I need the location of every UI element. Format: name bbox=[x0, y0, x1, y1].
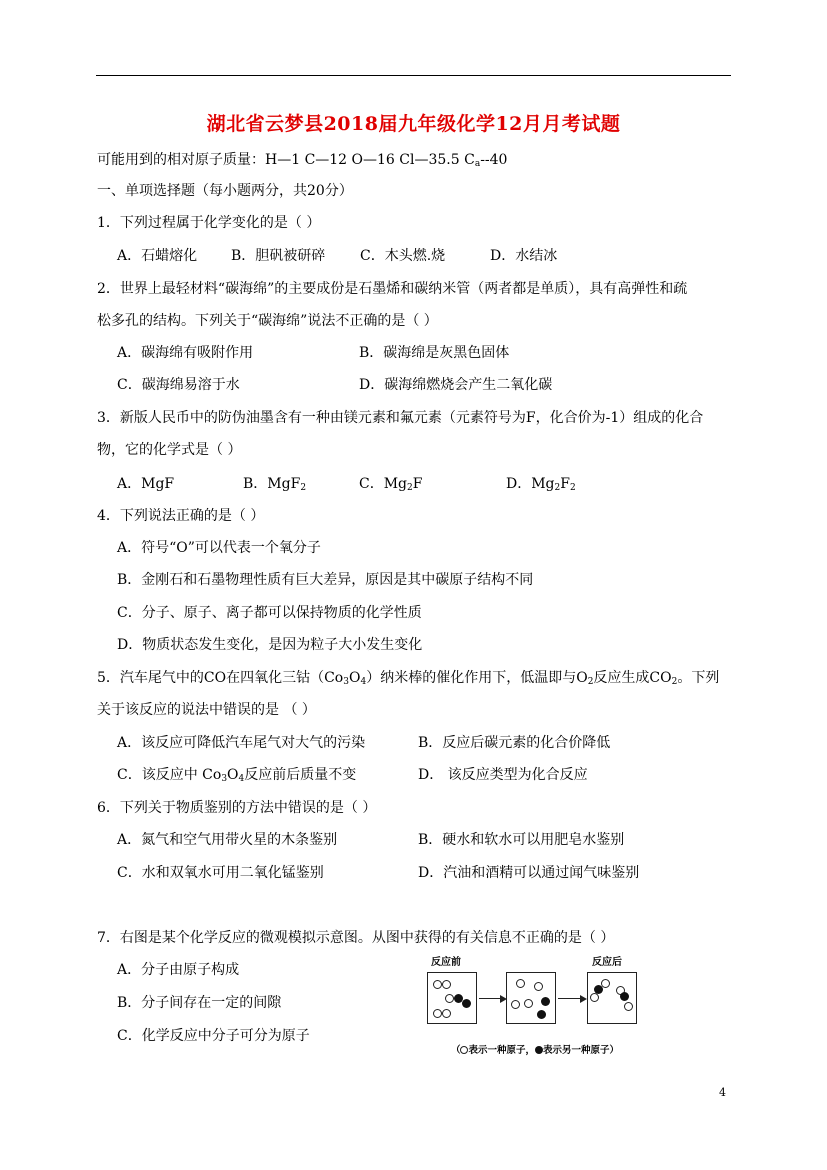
q6-option-c: C．水和双氧水可用二氧化锰鉴别 bbox=[117, 865, 324, 881]
q5-option-a: A．该反应可降低汽车尾气对大气的污染 bbox=[117, 735, 366, 751]
q4-option-c: C．分子、原子、离子都可以保持物质的化学性质 bbox=[117, 605, 422, 621]
white-atom bbox=[511, 1000, 520, 1009]
q4-option-d: D．物质状态发生变化，是因为粒子大小发生变化 bbox=[117, 637, 423, 653]
atomic-masses: 可能用到的相对原子质量：H—1 C—12 O—16 Cl—35.5 $C_a--40$ bbox=[97, 152, 508, 169]
q1-option-d: D．水结冰 bbox=[490, 248, 558, 264]
q3-option-a: A．MgF bbox=[117, 476, 175, 492]
q1-option-c: C．木头燃.烧 bbox=[360, 248, 446, 264]
reaction-diagram bbox=[420, 953, 650, 1063]
q6-option-a: A．氮气和空气用带火星的木条鉴别 bbox=[117, 832, 338, 848]
question-3-stem-line1: 3．新版人民币中的防伪油墨含有一种由镁元素和氟元素（元素符号为F，化合价为-1）组成的化合 bbox=[97, 410, 704, 426]
arrow-icon bbox=[558, 998, 585, 999]
q2-option-c: C．碳海绵易溶于水 bbox=[117, 377, 240, 393]
q5-option-b: B．反应后碳元素的化合价降低 bbox=[418, 735, 611, 751]
page-title: 湖北省云梦县2018届九年级化学12月月考试题 bbox=[206, 113, 621, 135]
q2-option-b: B．碳海绵是灰黑色固体 bbox=[359, 345, 510, 361]
white-atom bbox=[433, 980, 442, 989]
q2-option-a: A．碳海绵有吸附作用 bbox=[117, 345, 254, 361]
molecule-box-middle bbox=[506, 972, 556, 1024]
q6-option-d: D．汽油和酒精可以通过闻气味鉴别 bbox=[418, 865, 640, 881]
molecule-box-before bbox=[427, 972, 477, 1024]
white-atom bbox=[442, 980, 451, 989]
black-atom bbox=[462, 999, 471, 1008]
q7-option-b: B．分子间存在一定的间隙 bbox=[117, 995, 282, 1011]
diagram-caption: （ 表示一种原子， 表示另一种原子） bbox=[450, 1045, 620, 1056]
question-5-stem-line1: 5．汽车尾气中的CO在四氧化三钴$(Co_3O_4)$纳米棒的催化作用下，低温即与$O_2$反应生成$CO_2$。下列 bbox=[97, 670, 720, 687]
q6-option-b: B．硬水和软水可以用肥皂水鉴别 bbox=[418, 832, 625, 848]
q4-option-b: B．金刚石和石墨物理性质有巨大差异，原因是其中碳原子结构不同 bbox=[117, 572, 534, 588]
white-atom bbox=[590, 993, 599, 1002]
question-6-stem: 6．下列关于物质鉴别的方法中错误的是（ ） bbox=[97, 800, 377, 816]
q7-option-a: A．分子由原子构成 bbox=[117, 962, 240, 978]
page-number: 4 bbox=[719, 1086, 726, 1099]
q3-option-b: B．MgF$_2$ bbox=[243, 476, 307, 493]
white-atom bbox=[433, 1009, 442, 1018]
question-3-stem-line2: 物，它的化学式是（ ） bbox=[97, 442, 242, 458]
question-2-stem-line2: 松多孔的结构。下列关于“碳海绵”说法不正确的是（ ） bbox=[97, 313, 438, 329]
q1-option-a: A．石蜡熔化 bbox=[117, 248, 198, 264]
molecule-box-after bbox=[587, 972, 637, 1024]
q2-option-d: D．碳海绵燃烧会产生二氧化碳 bbox=[359, 377, 553, 393]
header-rule bbox=[96, 75, 731, 76]
q4-option-a: A．符号“O”可以代表一个氧分子 bbox=[117, 540, 321, 556]
q7-option-c: C．化学反应中分子可分为原子 bbox=[117, 1028, 310, 1044]
white-atom bbox=[624, 1002, 633, 1011]
question-4-stem: 4．下列说法正确的是（ ） bbox=[97, 508, 265, 524]
q1-option-b: B．胆矾被研碎 bbox=[231, 248, 326, 264]
black-atom bbox=[537, 1010, 546, 1019]
q3-option-d: D．$Mg_2F_2$ bbox=[506, 476, 576, 493]
section-heading: 一、单项选择题（每小题两分，共20分） bbox=[97, 183, 353, 199]
q5-option-c: C．该反应中 $Co_3O_4$反应前后质量不变 bbox=[117, 767, 357, 784]
black-atom bbox=[541, 997, 550, 1006]
white-atom bbox=[442, 1009, 451, 1018]
white-atom bbox=[534, 982, 543, 991]
q3-option-c: C．$Mg_2F$ bbox=[359, 476, 423, 493]
question-1-stem: 1．下列过程属于化学变化的是（ ） bbox=[97, 215, 321, 231]
white-atom bbox=[524, 999, 533, 1008]
question-2-stem-line1: 2．世界上最轻材料“碳海绵”的主要成份是石墨烯和碳纳米管（两者都是单质），具有高弹性和疏 bbox=[97, 281, 688, 297]
white-atom bbox=[445, 994, 454, 1003]
white-atom bbox=[516, 979, 525, 988]
question-5-stem-line2: 关于该反应的说法中错误的是 （ ） bbox=[97, 702, 316, 718]
black-atom-legend-icon bbox=[535, 1046, 543, 1054]
label-before-reaction: 反应前 bbox=[431, 957, 461, 968]
q5-option-d: D． 该反应类型为化合反应 bbox=[418, 767, 588, 783]
arrow-icon bbox=[479, 998, 505, 999]
question-7-stem: 7．右图是某个化学反应的微观模拟示意图。从图中获得的有关信息不正确的是（ ） bbox=[97, 930, 615, 946]
black-atom bbox=[620, 992, 629, 1001]
label-after-reaction: 反应后 bbox=[592, 957, 622, 968]
